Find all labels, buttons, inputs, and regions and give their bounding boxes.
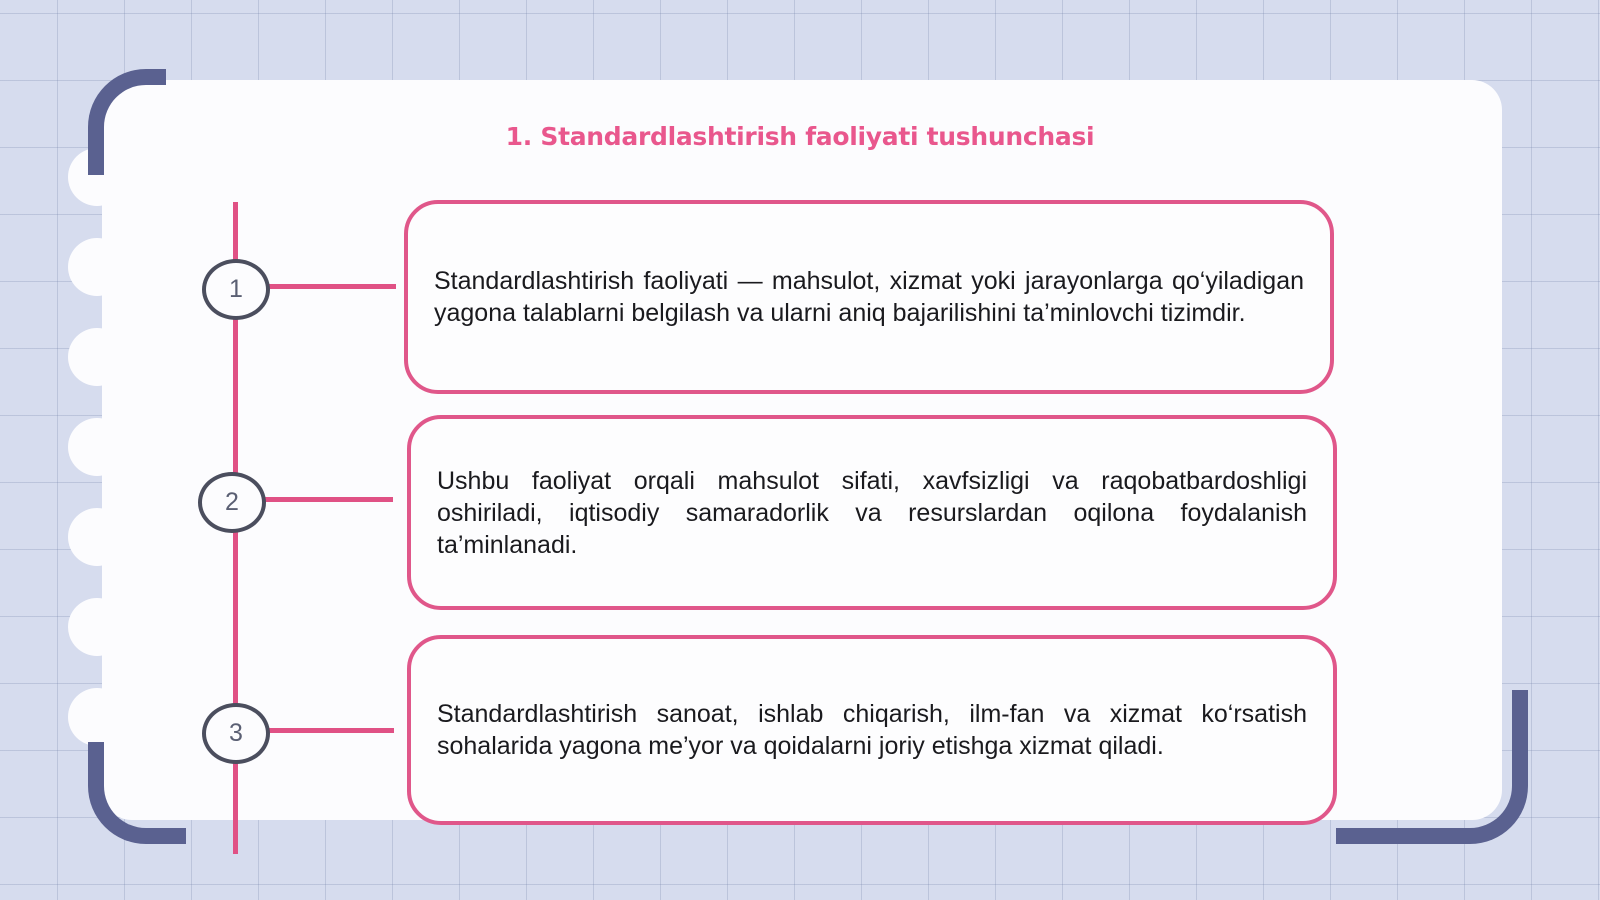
content-box-2 — [407, 415, 1337, 610]
timeline-connector — [266, 728, 394, 733]
corner-bracket-bottom-right — [1336, 690, 1528, 844]
slide-title: 1. Standardlashtirish faoliyati tushunchasi — [505, 122, 1095, 151]
content-box-3 — [407, 635, 1337, 825]
corner-bracket-top-left — [88, 69, 166, 175]
scallop-edge — [68, 238, 126, 296]
timeline-connector — [262, 497, 393, 502]
scallop-edge — [68, 598, 126, 656]
scallop-edge — [68, 688, 126, 746]
scallop-edge — [68, 418, 126, 476]
timeline-connector — [266, 284, 396, 289]
corner-bracket-bottom-left — [88, 742, 186, 844]
scallop-edge — [68, 328, 126, 386]
content-box-1 — [404, 200, 1334, 394]
content-text: Standardlashtirish sanoat, ishlab chiqarish, ilm-fan va xizmat ko‘rsatish sohalarida yagona me’yor va qoidalarni joriy etishga xizmat qiladi. — [437, 700, 1307, 760]
step-number-badge: 3 — [202, 703, 270, 764]
step-number-badge: 2 — [198, 472, 266, 533]
scallop-edge — [68, 508, 126, 566]
content-text: Ushbu faoliyat orqali mahsulot sifati, xavfsizligi va raqobatbardoshligi oshiriladi, iqtisodiy samaradorlik va resurslardan oqilona foydalanish ta’minlanadi. — [437, 466, 1307, 559]
content-text: Standardlashtirish faoliyati — mahsulot, xizmat yoki jarayonlarga qo‘yiladigan yagona talablarni belgilash va ularni aniq bajarilishini ta’minlovchi tizimdir. — [434, 267, 1304, 327]
step-number-badge: 1 — [202, 259, 270, 320]
